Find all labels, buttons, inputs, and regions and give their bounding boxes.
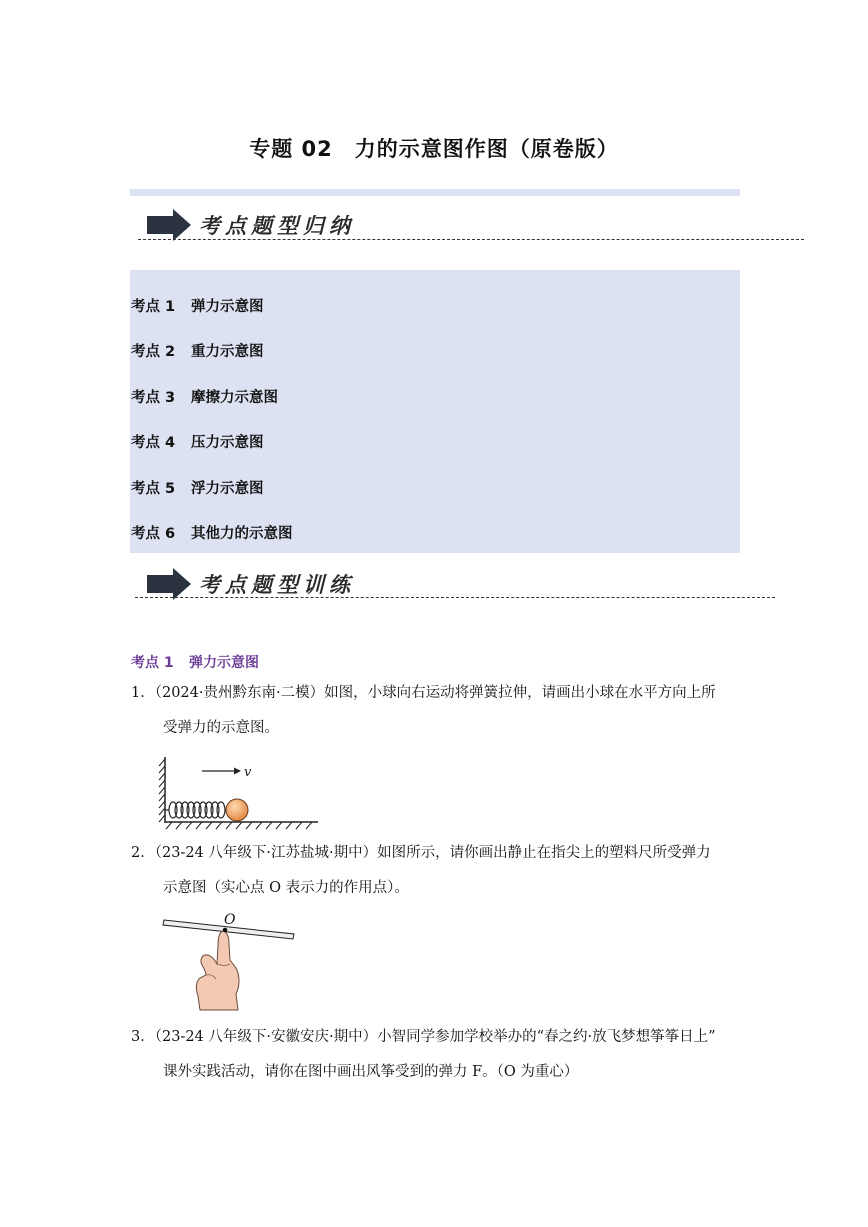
question-text: 1．（2024·贵州黔东南·二模）如图，小球向右运动将弹簧拉伸，请画出小球在水平方向上所 xyxy=(131,685,716,701)
question-text: 课外实践活动，请你在图中画出风筝受到的弹力 F。（O 为重心） xyxy=(163,1064,579,1080)
question-text: 2．（23-24 八年级下·江苏盐城·期中）如图所示，请你画出静止在指尖上的塑料尺所受弹力 xyxy=(131,845,711,861)
toc-item: 考点 4 压力示意图 xyxy=(131,435,264,451)
arrow-icon xyxy=(147,208,193,242)
toc-item: 考点 5 浮力示意图 xyxy=(131,481,264,497)
topic-label: 考点 1 弹力示意图 xyxy=(131,655,259,671)
toc-item: 考点 2 重力示意图 xyxy=(131,344,264,360)
header-band xyxy=(130,189,740,196)
toc-item: 考点 6 其他力的示意图 xyxy=(131,526,293,542)
velocity-label: v xyxy=(244,765,252,780)
section-heading: 考点题型归纳 xyxy=(199,214,355,238)
question-3 xyxy=(131,1020,751,1090)
ruler-finger-figure xyxy=(160,908,300,1013)
question-1 xyxy=(131,676,751,746)
page-title: 专题 02 力的示意图作图（原卷版） xyxy=(249,137,619,161)
question-text: 3．（23-24 八年级下·安徽安庆·期中）小智同学参加学校举办的“春之约·放飞梦想筝筝日上” xyxy=(131,1029,716,1045)
question-text: 示意图（实心点 O 表示力的作用点）。 xyxy=(163,880,409,896)
divider xyxy=(138,239,804,240)
section-heading: 考点题型训练 xyxy=(199,573,355,597)
spring-ball-figure xyxy=(158,755,323,833)
point-label: O xyxy=(224,912,236,928)
question-2 xyxy=(131,836,751,906)
divider xyxy=(135,597,775,598)
toc-item: 考点 3 摩擦力示意图 xyxy=(131,390,278,406)
toc-item: 考点 1 弹力示意图 xyxy=(131,299,264,315)
question-text: 受弹力的示意图。 xyxy=(163,720,279,736)
arrow-icon xyxy=(147,567,193,601)
